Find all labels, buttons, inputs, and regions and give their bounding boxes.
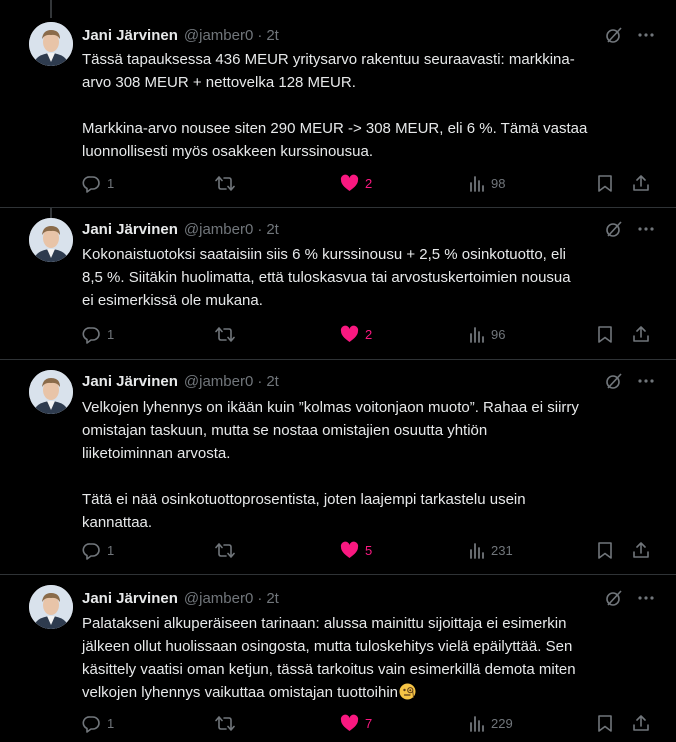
like-count: 2	[365, 326, 373, 342]
like-button[interactable]	[340, 713, 372, 733]
bookmark-button[interactable]	[597, 713, 613, 733]
like-count: 2	[365, 175, 373, 191]
tweet-text	[82, 612, 652, 707]
more-icon[interactable]	[632, 588, 660, 608]
like-button[interactable]	[340, 540, 372, 560]
author-name[interactable]: Jani Järvinen	[82, 26, 178, 44]
tweet-text: Velkojen lyhennys on ikään kuin ”kolmas voitonjaon muoto”. Rahaa ei siirry omistajan taskuun, mutta se nostaa omistajien osuutta yhtiön liiketoiminnan arvosta. Tätä ei nää osinkotuottoprosentista, joten laajempi tarkastelu usein kannattaa.	[82, 399, 579, 531]
tweet-text: Kokonaistuotoksi saataisiin siis 6 % kurssinousu + 2,5 % osinkotuotto, eli 8,5 %. Siitäkin huolimatta, että tuloskasvua tai arvostuskertoimien nousua ei esimerkissä ole mukana.	[82, 246, 571, 309]
views-icon	[469, 175, 485, 192]
views-count: 231	[491, 542, 513, 558]
retweet-button[interactable]	[215, 324, 235, 344]
timestamp[interactable]: 2t	[266, 589, 279, 607]
retweet-icon	[215, 325, 235, 344]
avatar[interactable]	[29, 585, 73, 629]
more-icon[interactable]	[632, 219, 660, 239]
tweet-actions	[82, 540, 658, 560]
like-count: 7	[365, 715, 373, 731]
retweet-button[interactable]	[215, 713, 235, 733]
separator-dot: ·	[257, 589, 263, 607]
retweet-icon	[215, 714, 235, 733]
reply-count: 1	[107, 326, 115, 342]
avatar[interactable]	[29, 370, 73, 414]
author-handle[interactable]: @jamber0	[183, 220, 254, 238]
views-count: 98	[491, 175, 506, 191]
views-button[interactable]	[469, 540, 513, 560]
tweet-header	[82, 371, 660, 391]
reply-button[interactable]	[82, 173, 114, 193]
timestamp[interactable]: 2t	[266, 372, 279, 390]
reply-icon	[82, 714, 101, 733]
tweet-text-body: Palatakseni alkuperäiseen tarinaan: alussa mainittu sijoittaja ei esimerkin jälkeen ollut huolissaan osingosta, mutta tuloskehitys vielä epäilyttää. Sen käsittely vaatisi oman ketjun, tässä tarkoitus vain esimerkillä demota miten velkojen lyhennys vaikuttaa omistajan tuottoihin	[82, 615, 576, 701]
bookmark-icon	[597, 714, 613, 732]
bookmark-icon	[597, 325, 613, 343]
tweet-header	[82, 219, 660, 239]
reply-button[interactable]	[82, 324, 114, 344]
like-button[interactable]	[340, 324, 372, 344]
tweet-header	[82, 588, 660, 608]
like-count: 5	[365, 542, 373, 558]
separator-dot: ·	[257, 372, 263, 390]
bookmark-icon	[597, 174, 613, 192]
author-handle[interactable]: @jamber0	[183, 589, 254, 607]
heart-icon	[340, 325, 359, 343]
share-icon	[632, 325, 650, 343]
retweet-icon	[215, 541, 235, 560]
bookmark-icon	[597, 541, 613, 559]
tweet[interactable]	[0, 575, 676, 742]
more-icon[interactable]	[632, 371, 660, 391]
author-handle[interactable]: @jamber0	[183, 372, 254, 390]
tweet[interactable]	[0, 208, 676, 360]
timestamp[interactable]: 2t	[266, 26, 279, 44]
author-name[interactable]: Jani Järvinen	[82, 372, 178, 390]
reply-count: 1	[107, 542, 115, 558]
bookmark-button[interactable]	[597, 324, 613, 344]
reply-count: 1	[107, 175, 115, 191]
monocle-face-icon	[399, 683, 416, 707]
retweet-button[interactable]	[215, 540, 235, 560]
share-button[interactable]	[632, 540, 650, 560]
separator-dot: ·	[257, 26, 263, 44]
retweet-button[interactable]	[215, 173, 235, 193]
views-button[interactable]	[469, 713, 513, 733]
share-icon	[632, 541, 650, 559]
author-name[interactable]: Jani Järvinen	[82, 220, 178, 238]
views-count: 96	[491, 326, 506, 342]
tweet-actions	[82, 713, 658, 733]
views-button[interactable]	[469, 173, 505, 193]
reply-button[interactable]	[82, 713, 114, 733]
header-actions	[600, 25, 660, 45]
views-icon	[469, 715, 485, 732]
share-button[interactable]	[632, 173, 650, 193]
like-button[interactable]	[340, 173, 372, 193]
separator-dot: ·	[257, 220, 263, 238]
grok-icon[interactable]	[600, 588, 628, 608]
share-button[interactable]	[632, 713, 650, 733]
share-button[interactable]	[632, 324, 650, 344]
avatar[interactable]	[29, 22, 73, 66]
heart-icon	[340, 174, 359, 192]
heart-icon	[340, 714, 359, 732]
views-icon	[469, 326, 485, 343]
share-icon	[632, 714, 650, 732]
more-icon[interactable]	[632, 25, 660, 45]
tweet[interactable]	[0, 360, 676, 575]
reply-icon	[82, 325, 101, 344]
author-name[interactable]: Jani Järvinen	[82, 589, 178, 607]
reply-icon	[82, 541, 101, 560]
views-count: 229	[491, 715, 513, 731]
bookmark-button[interactable]	[597, 540, 613, 560]
tweet-header	[82, 25, 660, 45]
header-actions	[600, 219, 660, 239]
reply-count: 1	[107, 715, 115, 731]
tweet[interactable]	[0, 0, 676, 208]
header-actions	[600, 371, 660, 391]
tweet-text: Tässä tapauksessa 436 MEUR yritysarvo rakentuu seuraavasti: markkina- arvo 308 MEUR + nettovelka 128 MEUR. Markkina-arvo nousee siten 290 MEUR -> 308 MEUR, eli 6 %. Tämä vastaa luonnollisesti myös osakkeen kurssinousua.	[82, 51, 588, 160]
author-handle[interactable]: @jamber0	[183, 26, 254, 44]
avatar[interactable]	[29, 218, 73, 262]
header-actions	[600, 588, 660, 608]
share-icon	[632, 174, 650, 192]
retweet-icon	[215, 174, 235, 193]
grok-icon[interactable]	[600, 371, 628, 391]
reply-button[interactable]	[82, 540, 114, 560]
grok-icon[interactable]	[600, 25, 628, 45]
reply-icon	[82, 174, 101, 193]
tweet-actions	[82, 173, 658, 193]
grok-icon[interactable]	[600, 219, 628, 239]
timestamp[interactable]: 2t	[266, 220, 279, 238]
views-icon	[469, 542, 485, 559]
views-button[interactable]	[469, 324, 505, 344]
bookmark-button[interactable]	[597, 173, 613, 193]
heart-icon	[340, 541, 359, 559]
tweet-actions	[82, 324, 658, 344]
